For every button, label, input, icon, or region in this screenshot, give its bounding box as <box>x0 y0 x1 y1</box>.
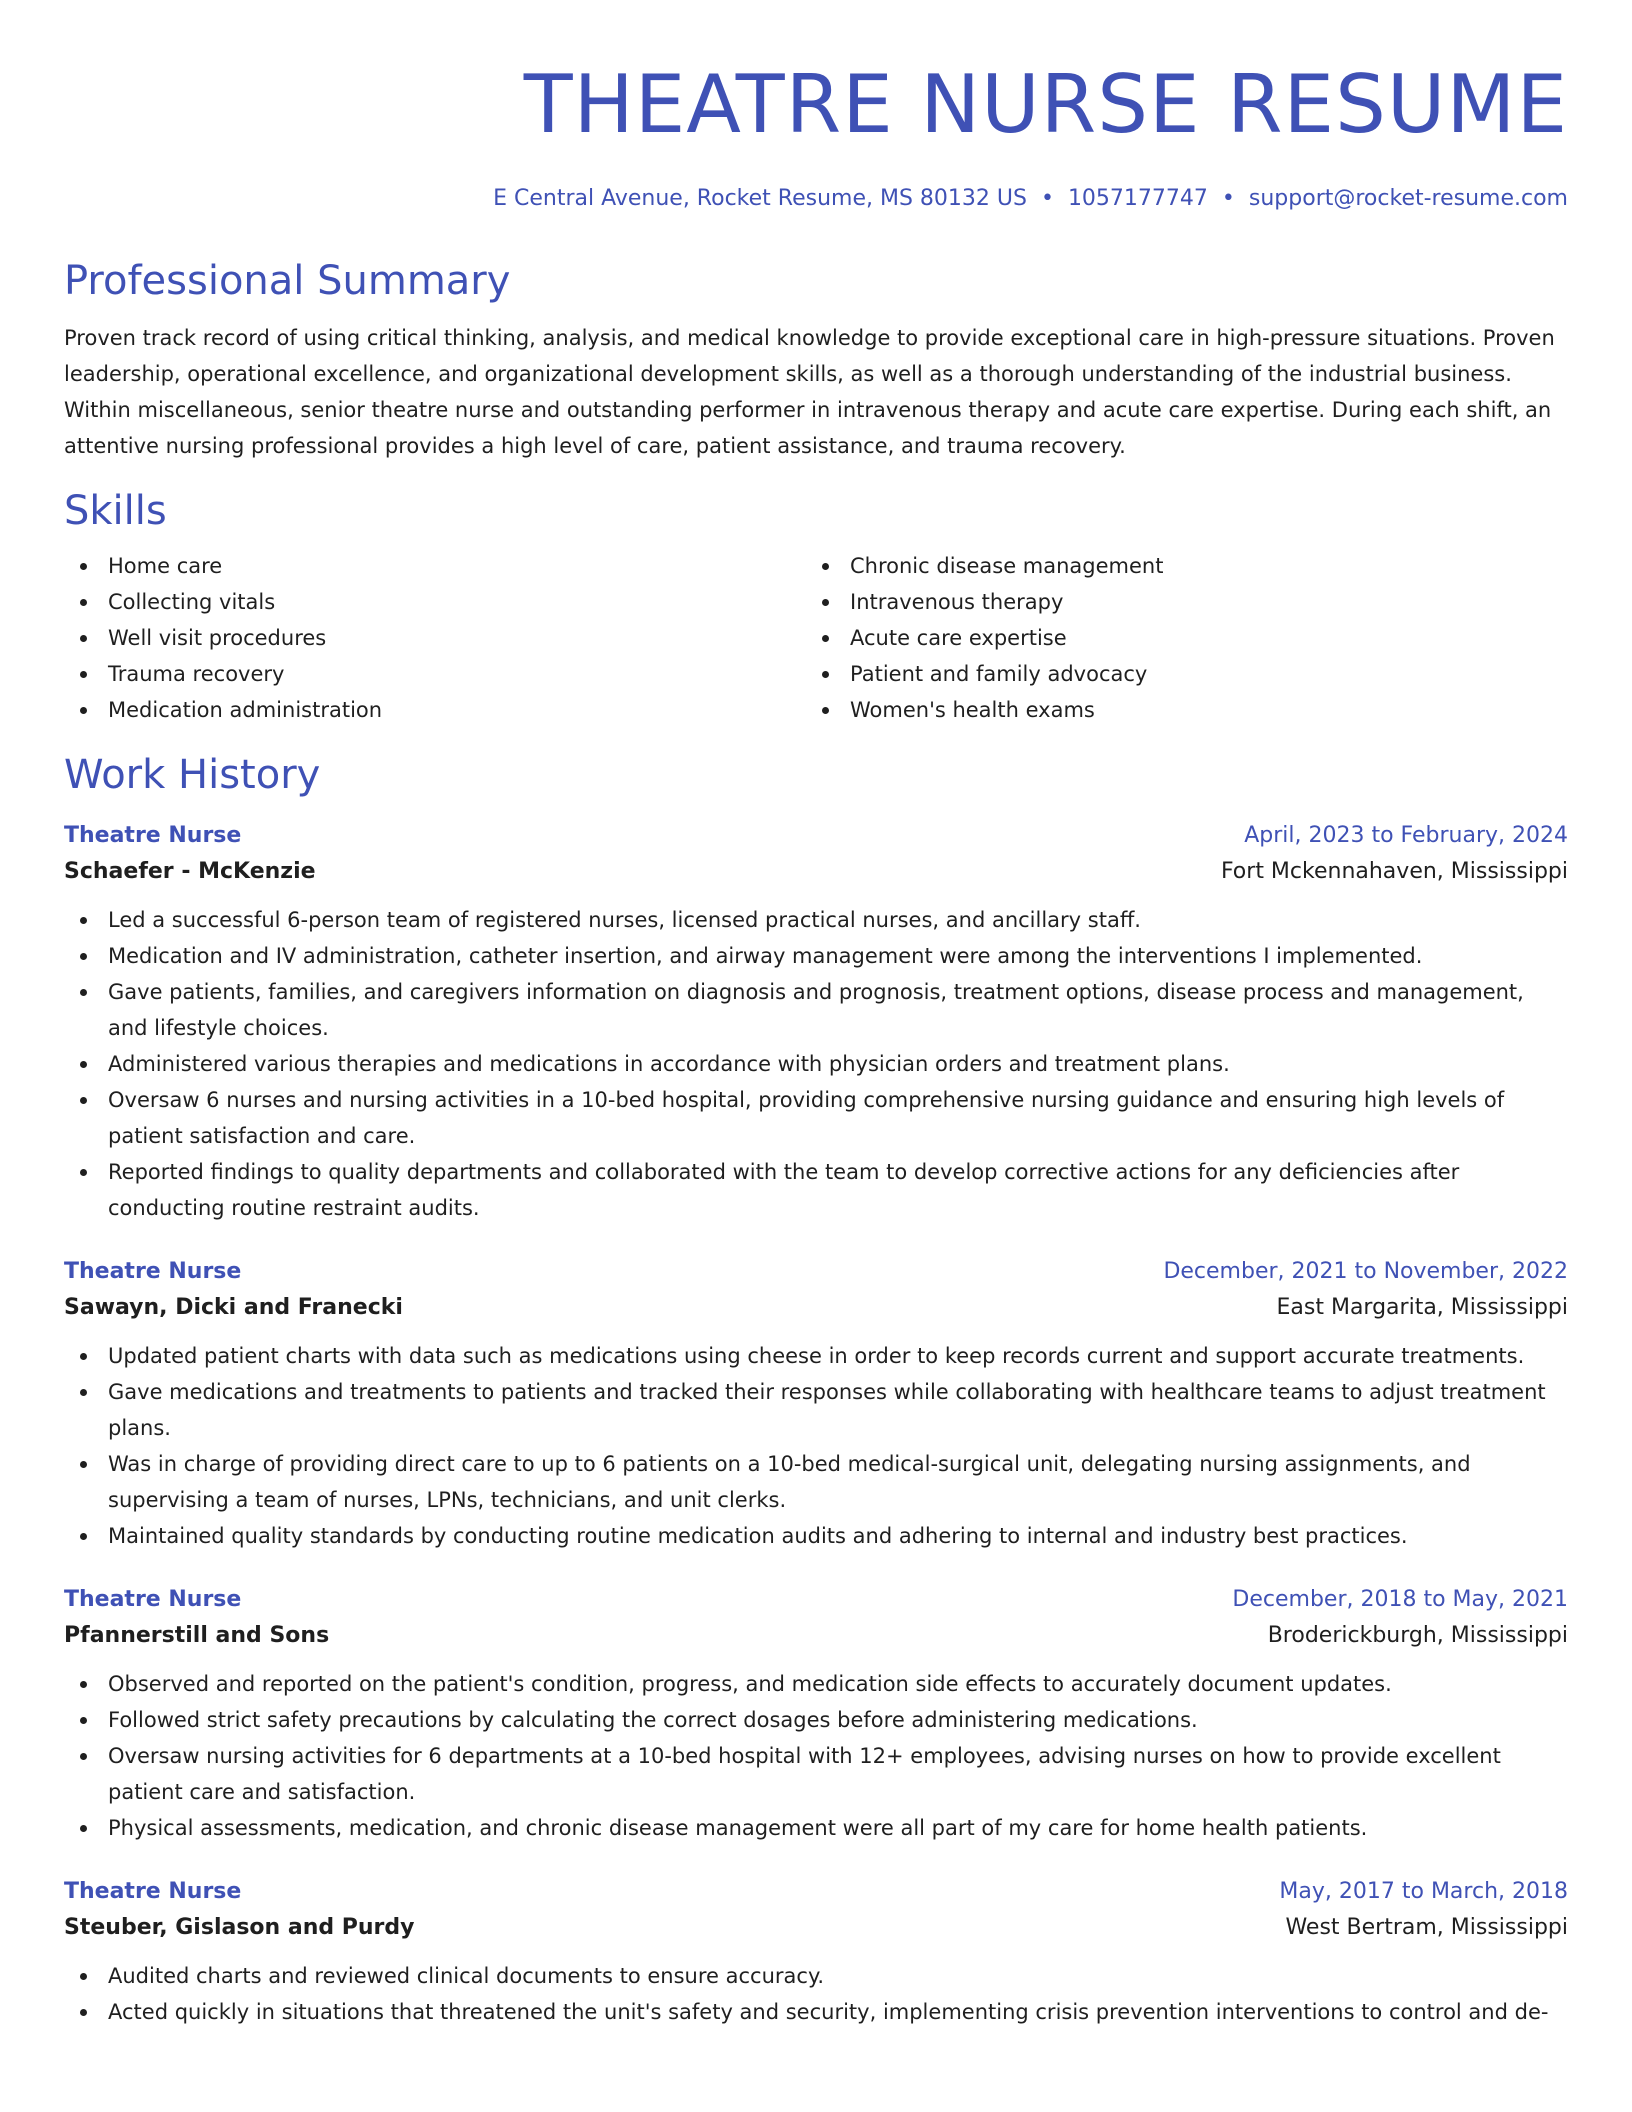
contact-separator: • <box>1040 186 1054 211</box>
job-title: Theatre Nurse <box>64 1879 242 1904</box>
job-employer-row <box>64 852 1568 892</box>
job-bullet: Followed strict safety precautions by calculating the correct dosages before administering medications. <box>64 1702 1568 1738</box>
job-dates: April, 2023 to February, 2024 <box>1244 823 1568 848</box>
job-bullets <box>64 902 1568 1226</box>
job-bullet: Gave patients, families, and caregivers information on diagnosis and prognosis, treatment options, disease process and management, and lifestyle choices. <box>64 974 1568 1046</box>
skill-item: Acute care expertise <box>806 620 1548 656</box>
job-location: Fort Mckennahaven, Mississippi <box>1220 859 1568 884</box>
skills-heading: Skills <box>64 488 167 534</box>
skill-item: Trauma recovery <box>64 656 806 692</box>
job-bullets <box>64 1958 1568 2030</box>
job-dates: May, 2017 to March, 2018 <box>1279 1879 1568 1904</box>
work-history-heading: Work History <box>64 752 321 798</box>
skills-column-left <box>64 548 806 728</box>
job-header-row <box>64 1584 1568 1616</box>
contact-separator: • <box>1221 186 1235 211</box>
job-header-row <box>64 1876 1568 1908</box>
job-company: Schaefer - McKenzie <box>64 859 316 884</box>
job-bullet: Oversaw nursing activities for 6 departments at a 10-bed hospital with 12+ employees, advising nurses on how to provide excellent patient care and satisfaction. <box>64 1738 1568 1810</box>
job-title: Theatre Nurse <box>64 1259 242 1284</box>
skill-item: Well visit procedures <box>64 620 806 656</box>
job-dates: December, 2018 to May, 2021 <box>1232 1587 1568 1612</box>
summary-heading: Professional Summary <box>64 258 511 304</box>
job-entry <box>64 1256 1568 1554</box>
skill-item: Medication administration <box>64 692 806 728</box>
skill-item: Women's health exams <box>806 692 1548 728</box>
job-bullets <box>64 1666 1568 1846</box>
job-bullet: Maintained quality standards by conducting routine medication audits and adhering to internal and industry best practices. <box>64 1518 1568 1554</box>
job-header-row <box>64 1256 1568 1288</box>
job-bullet: Updated patient charts with data such as medications using cheese in order to keep records current and support accurate treatments. <box>64 1338 1568 1374</box>
job-entry <box>64 820 1568 1226</box>
job-bullet: Led a successful 6-person team of registered nurses, licensed practical nurses, and ancillary staff. <box>64 902 1568 938</box>
job-bullets <box>64 1338 1568 1554</box>
job-employer-row <box>64 1616 1568 1656</box>
skill-item: Patient and family advocacy <box>806 656 1548 692</box>
job-bullet: Physical assessments, medication, and chronic disease management were all part of my care for home health patients. <box>64 1810 1568 1846</box>
job-bullet: Gave medications and treatments to patients and tracked their responses while collaborating with healthcare teams to adjust treatment plans. <box>64 1374 1568 1446</box>
job-location: East Margarita, Mississippi <box>1276 1295 1568 1320</box>
skill-item: Collecting vitals <box>64 584 806 620</box>
skill-item: Chronic disease management <box>806 548 1548 584</box>
job-employer-row <box>64 1908 1568 1948</box>
skills-column-right <box>806 548 1548 728</box>
job-employer-row <box>64 1288 1568 1328</box>
contact-address: E Central Avenue, Rocket Resume, MS 80132 US <box>493 186 1027 211</box>
summary-text: Proven track record of using critical thinking, analysis, and medical knowledge to provide exceptional care in high-pressure situations. Proven leadership, operational excellence, and organizational development skills, as well as a thorough understanding of the industrial business. Within miscellaneous, senior theatre nurse and outstanding performer in intravenous therapy and acute care expertise. During each shift, an attentive nursing professional provides a high level of care, patient assistance, and trauma recovery. <box>64 326 1555 458</box>
job-bullet: Observed and reported on the patient's condition, progress, and medication side effects to accurately document updates. <box>64 1666 1568 1702</box>
contact-line <box>64 184 1568 214</box>
job-title: Theatre Nurse <box>64 823 242 848</box>
contact-email[interactable]: support@rocket-resume.com <box>1248 186 1568 211</box>
job-dates: December, 2021 to November, 2022 <box>1163 1259 1568 1284</box>
job-company: Sawayn, Dicki and Franecki <box>64 1295 403 1320</box>
job-entry <box>64 1876 1568 2030</box>
job-bullet: Audited charts and reviewed clinical documents to ensure accuracy. <box>64 1958 1568 1994</box>
skills-list <box>64 548 1568 728</box>
resume-page <box>64 0 1568 2030</box>
job-header-row <box>64 820 1568 852</box>
job-location: Broderickburgh, Mississippi <box>1267 1623 1568 1648</box>
skill-item: Home care <box>64 548 806 584</box>
job-bullet: Was in charge of providing direct care to up to 6 patients on a 10-bed medical-surgical unit, delegating nursing assignments, and supervising a team of nurses, LPNs, technicians, and unit clerks. <box>64 1446 1568 1518</box>
job-company: Steuber, Gislason and Purdy <box>64 1915 415 1940</box>
job-bullet: Medication and IV administration, catheter insertion, and airway management were among the interventions I implemented. <box>64 938 1568 974</box>
job-company: Pfannerstill and Sons <box>64 1623 330 1648</box>
job-entry <box>64 1584 1568 1846</box>
job-bullet: Oversaw 6 nurses and nursing activities in a 10-bed hospital, providing comprehensive nursing guidance and ensuring high levels of patient satisfaction and care. <box>64 1082 1568 1154</box>
job-title: Theatre Nurse <box>64 1587 242 1612</box>
resume-title: THEATRE NURSE RESUME <box>523 58 1568 151</box>
job-bullet: Administered various therapies and medications in accordance with physician orders and treatment plans. <box>64 1046 1568 1082</box>
contact-phone[interactable]: 1057177747 <box>1067 186 1208 211</box>
skill-item: Intravenous therapy <box>806 584 1548 620</box>
job-bullet: Reported findings to quality departments and collaborated with the team to develop corrective actions for any deficiencies after conducting routine restraint audits. <box>64 1154 1568 1226</box>
job-location: West Bertram, Mississippi <box>1285 1915 1568 1940</box>
job-bullet: Acted quickly in situations that threatened the unit's safety and security, implementing crisis prevention interventions to control and de- <box>64 1994 1568 2030</box>
